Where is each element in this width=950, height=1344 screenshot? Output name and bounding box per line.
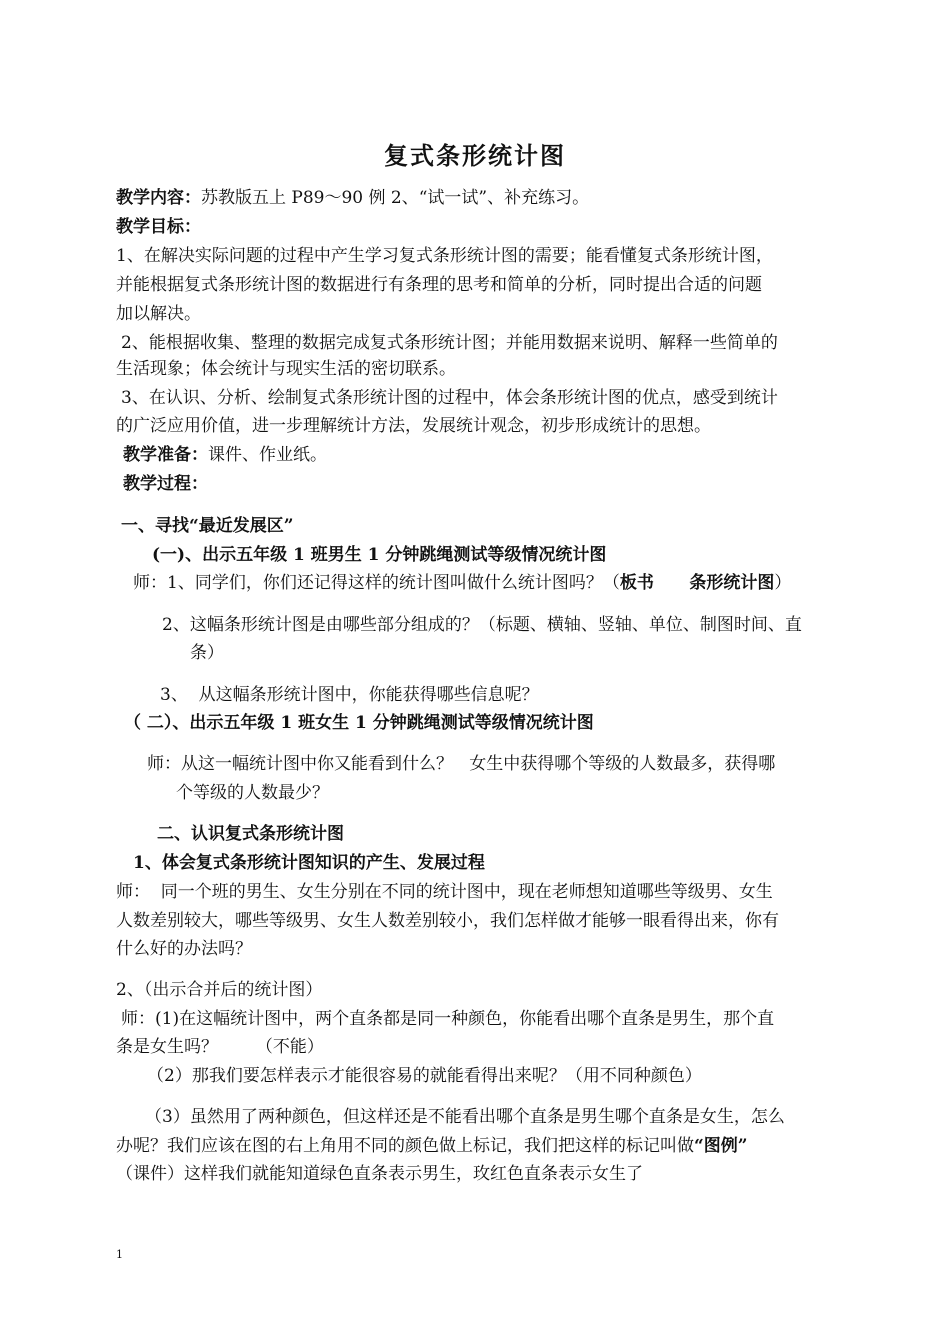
preparation-text: 课件、作业纸。: [208, 445, 327, 465]
preparation-label: 教学准备：: [123, 445, 208, 465]
teacher-line-1: 师： 同一个班的男生、女生分别在不同的统计图中，现在老师想知道哪些等级男、女生: [116, 882, 773, 902]
content-line: [116, 186, 589, 210]
objective-1-line-1: 1、在解决实际问题的过程中产生学习复式条形统计图的需要；能看懂复式条形统计图，: [116, 246, 773, 266]
document-title: 复式条形统计图: [384, 141, 566, 170]
teacher-line-2: 人数差别较大，哪些等级男、女生人数差别较小，我们怎样做才能够一眼看得出来，你有: [116, 911, 779, 931]
objective-1-line-3: 加以解决。: [116, 304, 201, 324]
objective-2-line-2: 生活现象；体会统计与现实生活的密切联系。: [116, 359, 456, 379]
objective-3-line-1: 3、在认识、分析、绘制复式条形统计图的过程中，体会条形统计图的优点，感受到统计: [121, 388, 778, 408]
question-1-end: ）: [774, 573, 792, 593]
legend-term: “图例”: [694, 1136, 748, 1156]
objective-2-line-1: 2、能根据收集、整理的数据完成复式条形统计图；并能用数据来说明、解释一些简单的: [121, 333, 778, 353]
content-text: 苏教版五上 P89～90 例 2、“试一试”、补充练习。: [201, 188, 590, 208]
question-5-line-1: 师：(1)在这幅统计图中，两个直条都是同一种颜色，你能看出哪个直条是男生，那个直: [121, 1009, 775, 1029]
question-4-line-2: 个等级的人数最少？: [176, 783, 329, 803]
question-5-line-2: 条是女生吗？ （不能）: [116, 1037, 324, 1057]
question-1-text: 师：1、同学们，你们还记得这样的统计图叫做什么统计图吗？（: [133, 573, 620, 593]
question-7-line-1: （3）虽然用了两种颜色，但这样还是不能看出哪个直条是男生哪个直条是女生，怎么: [145, 1107, 785, 1127]
process-label: 教学过程：: [123, 474, 208, 494]
preparation-line: [123, 443, 327, 467]
question-7-line-3: （课件）这样我们就能知道绿色直条表示男生，玫红色直条表示女生了: [116, 1164, 643, 1184]
objectives-label: 教学目标：: [116, 217, 201, 237]
section-2-heading: 二、认识复式条形统计图: [157, 824, 344, 844]
question-7-line-2: [116, 1134, 748, 1158]
objective-1-line-2: 并能根据复式条形统计图的数据进行有条理的思考和简单的分析，同时提出合适的问题: [116, 275, 762, 295]
question-4-line-1: 师：从这一幅统计图中你又能看到什么？ 女生中获得哪个等级的人数最多，获得哪: [147, 754, 776, 774]
subsection-2-heading: （ 二）、出示五年级 1 班女生 1 分钟跳绳测试等级情况统计图: [124, 713, 594, 733]
question-6-line: （2）那我们要怎样表示才能很容易的就能看得出来呢？（用不同种颜色）: [147, 1066, 702, 1086]
teacher-line-3: 什么好的办法吗？: [116, 939, 252, 959]
step-2-line: 2、（出示合并后的统计图）: [116, 980, 323, 1000]
page-number: 1: [116, 1248, 123, 1261]
content-label: 教学内容：: [116, 188, 201, 208]
question-1: [133, 571, 791, 595]
question-2-line-1: 2、这幅条形统计图是由哪些部分组成的？（标题、横轴、竖轴、单位、制图时间、直: [162, 615, 802, 635]
section-1-heading: 一、寻找“最近发展区”: [121, 516, 294, 536]
objective-3-line-2: 的广泛应用价值，进一步理解统计方法，发展统计观念，初步形成统计的思想。: [116, 416, 711, 436]
question-7-line-2-text: 办呢？我们应该在图的右上角用不同的颜色做上标记，我们把这样的标记叫做: [116, 1136, 694, 1156]
question-3: 3、 从这幅条形统计图中，你能获得哪些信息呢？: [160, 685, 539, 705]
section-2-sub-1: 1、体会复式条形统计图知识的产生、发展过程: [133, 853, 485, 873]
question-2-line-2: 条）: [190, 643, 224, 663]
question-1-board-note: 板书 条形统计图: [619, 573, 775, 593]
subsection-1-heading: (一)、出示五年级 1 班男生 1 分钟跳绳测试等级情况统计图: [152, 545, 607, 565]
